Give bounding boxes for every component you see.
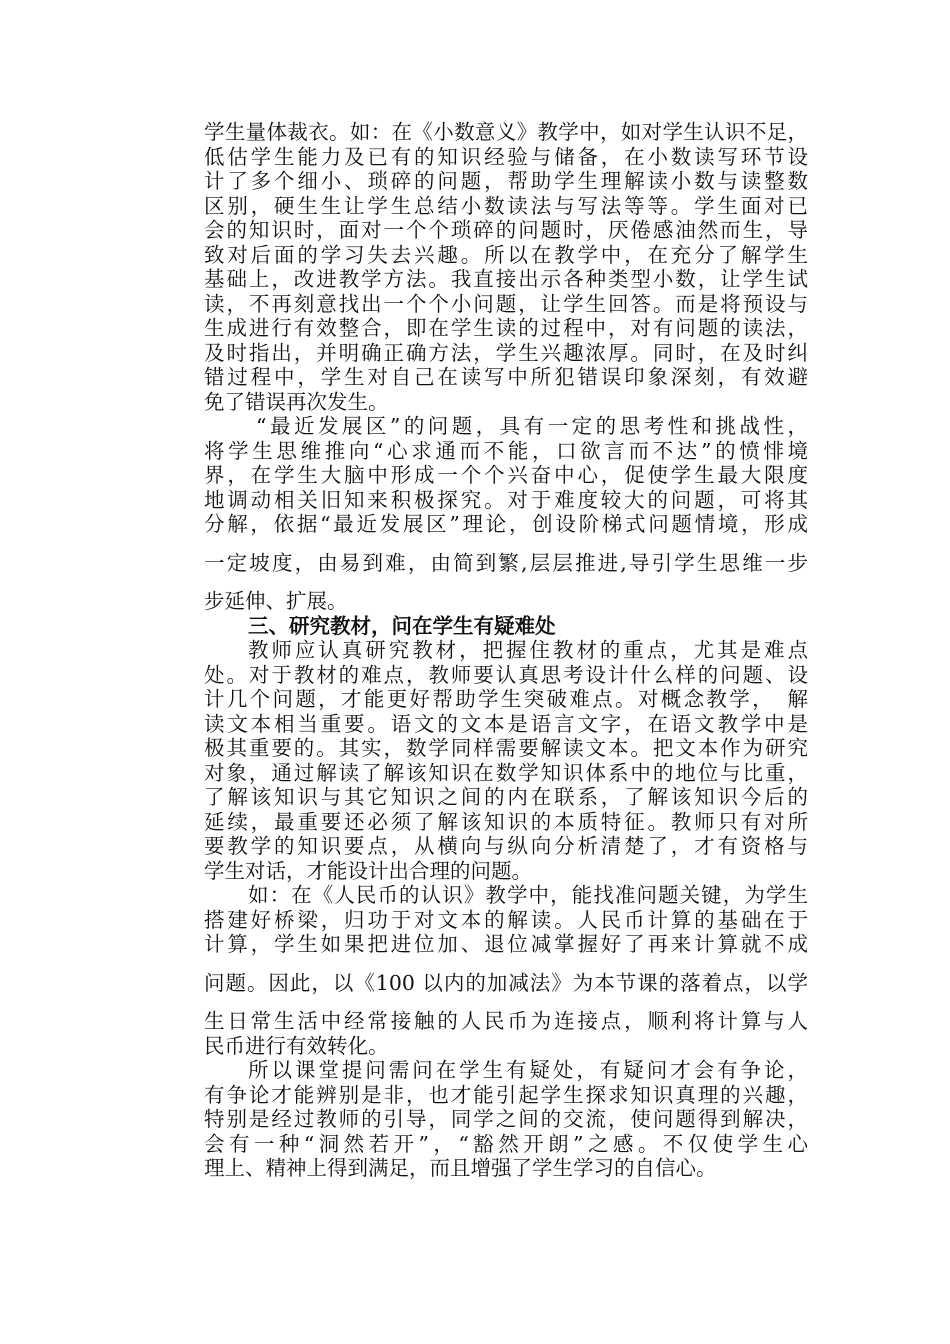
text-line: 读，不再刻意找出一个个小问题，让学生回答。而是将预设与 [204, 291, 808, 316]
text-line: “最近发展区”的问题，具有一定的思考性和挑战性， [256, 414, 808, 438]
text-line: 所以课堂提问需问在学生有疑处，有疑问才会有争论， [248, 1058, 808, 1082]
text-line: 处。对于教材的难点，教师要认真思考设计什么样的问题、设 [204, 662, 808, 687]
text-line: 如：在《人民币的认识》教学中，能找准问题关键，为学生 [248, 883, 808, 907]
text-line: 生日常生活中经常接触的人民币为连接点，顺利将计算与人 [204, 1009, 808, 1033]
text-line: 延续，最重要还必须了解该知识的本质特征。教师只有对所 [204, 809, 808, 834]
text-line: 了解该知识与其它知识之间的内在联系，了解该知识今后的 [204, 785, 808, 809]
text-line: 及时指出，并明确正确方法，学生兴趣浓厚。同时，在及时纠 [204, 340, 808, 365]
text-line: 计几个问题，才能更好帮助学生突破难点。对概念教学， 解 [204, 687, 808, 711]
text-line: 致对后面的学习失去兴趣。所以在教学中，在充分了解学生 [204, 242, 808, 267]
text-line: 计算，学生如果把进位加、退位减掌握好了再来计算就不成 [204, 932, 808, 956]
section-heading: 三、研究教材，问在学生有疑难处 [248, 613, 556, 638]
text-line: 基础上，改进教学方法。我直接出示各种类型小数，让学生试 [204, 267, 808, 291]
text-line: 生成进行有效整合，即在学生读的过程中，对有问题的读法， [204, 316, 808, 340]
text-line: 特别是经过教师的引导，同学之间的交流，使问题得到解决， [204, 1107, 808, 1131]
text-line: 计了多个细小、琐碎的问题，帮助学生理解读小数与读整数 [204, 169, 808, 193]
text-line: 将学生思维推向“心求通而不能，口欲言而不达”的愤悱境 [204, 438, 808, 463]
text-line: 步延伸、扩展。 [204, 589, 348, 613]
text-line: 错过程中，学生对自己在读写中所犯错误印象深刻，有效避 [204, 365, 808, 389]
text-line: 极其重要的。其实，数学同样需要解读文本。把文本作为研究 [204, 736, 808, 760]
text-line: 学生对话，才能设计出合理的问题。 [204, 858, 532, 883]
text-line: 有争论才能辨别是非，也才能引起学生探求知识真理的兴趣， [204, 1082, 808, 1107]
document-body [204, 120, 808, 1181]
text-line: 问题。因此，以《100 以内的加减法》为本节课的落着点，以学 [204, 970, 808, 995]
text-line: 界，在学生大脑中形成一个个兴奋中心，促使学生最大限度 [204, 463, 808, 487]
text-line: 教师应认真研究教材，把握住教材的重点，尤其是难点 [248, 638, 808, 662]
text-line: 要教学的知识要点，从横向与纵向分析清楚了，才有资格与 [204, 834, 808, 858]
text-line: 免了错误再次发生。 [204, 389, 389, 414]
text-line: 分解，依据“最近发展区”理论，创设阶梯式问题情境，形成 [204, 512, 808, 536]
text-line: 低估学生能力及已有的知识经验与储备，在小数读写环节设 [204, 144, 808, 169]
text-line: 学生量体裁衣。如：在《小数意义》教学中，如对学生认识不足， [204, 120, 808, 144]
text-line: 会有一种“洞然若开”，“豁然开朗”之感。不仅使学生心 [204, 1131, 808, 1156]
text-line: 搭建好桥梁，归功于对文本的解读。人民币计算的基础在于 [204, 907, 808, 932]
text-line: 对象，通过解读了解该知识在数学知识体系中的地位与比重， [204, 760, 808, 785]
text-line: 一定坡度，由易到难，由简到繁,层层推进,导引学生思维一步 [204, 550, 808, 575]
text-line: 民币进行有效转化。 [204, 1033, 389, 1058]
text-line: 区别，硬生生让学生总结小数读法与写法等等。学生面对已 [204, 193, 808, 218]
text-line: 地调动相关旧知来积极探究。对于难度较大的问题，可将其 [204, 487, 808, 512]
text-line: 读文本相当重要。语文的文本是语言文字，在语文教学中是 [204, 711, 808, 736]
text-line: 会的知识时，面对一个个琐碎的问题时，厌倦感油然而生，导 [204, 218, 808, 242]
text-line: 理上、精神上得到满足，而且增强了学生学习的自信心。 [204, 1156, 717, 1180]
